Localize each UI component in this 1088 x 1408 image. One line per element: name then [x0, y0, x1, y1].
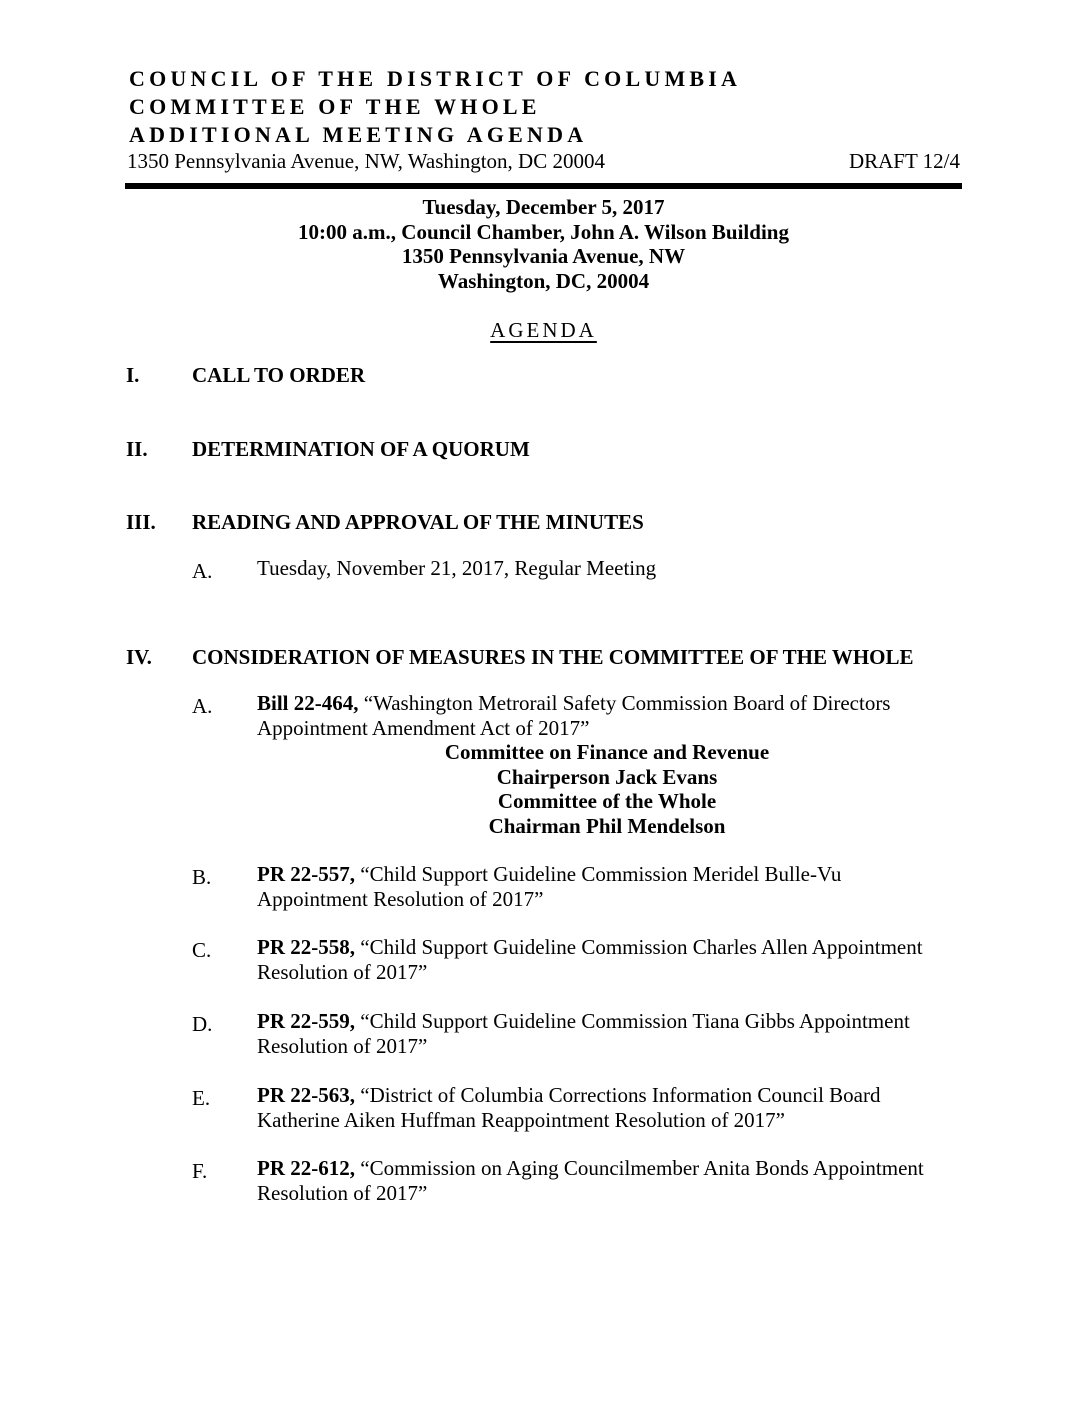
meeting-info	[125, 195, 962, 293]
item-letter: A.	[192, 559, 213, 583]
measure-title-line1: “Child Support Guideline Commission Tiana Gibbs Appointment	[355, 1009, 910, 1033]
measure-title-line1: “Washington Metrorail Safety Commission Board of Directors	[358, 691, 891, 715]
item-letter: E.	[192, 1086, 211, 1110]
measure-id: Bill 22-464,	[257, 691, 359, 715]
section-number: II.	[126, 437, 148, 461]
measure-title-line2: Appointment Amendment Act of 2017”	[257, 715, 590, 740]
item-letter: A.	[192, 694, 213, 718]
measure-item	[257, 1083, 957, 1132]
measure-title-line1: “Commission on Aging Councilmember Anita Bonds Appointment	[355, 1156, 924, 1180]
measure-item	[257, 1156, 957, 1205]
agenda-heading-text: AGENDA	[490, 318, 597, 342]
item-letter: F.	[192, 1159, 208, 1183]
item-letter: C.	[192, 938, 212, 962]
section-title: CALL TO ORDER	[192, 363, 366, 387]
committee-title: COMMITTEE OF THE WHOLE	[129, 94, 541, 119]
section-number: III.	[126, 510, 156, 534]
item-letter: B.	[192, 865, 212, 889]
minutes-item: Tuesday, November 21, 2017, Regular Meeting	[257, 556, 657, 580]
measure-title-line2: Appointment Resolution of 2017”	[257, 886, 544, 911]
agenda-heading	[125, 318, 962, 343]
council-title: COUNCIL OF THE DISTRICT OF COLUMBIA	[129, 66, 742, 91]
measure-id: PR 22-563,	[257, 1083, 355, 1107]
meeting-city: Washington, DC, 20004	[437, 268, 650, 293]
agenda-type-title: ADDITIONAL MEETING AGENDA	[129, 122, 588, 147]
section-number: I.	[126, 363, 140, 387]
measure-item	[257, 862, 957, 911]
measure-id: PR 22-612,	[257, 1156, 355, 1180]
measure-id: PR 22-559,	[257, 1009, 355, 1033]
measure-id: PR 22-558,	[257, 935, 355, 959]
measure-title-line2: Resolution of 2017”	[257, 959, 428, 984]
sponsor-chair: Chairman Phil Mendelson	[488, 813, 726, 838]
section-title: CONSIDERATION OF MEASURES IN THE COMMITTEE OF THE WHOLE	[192, 645, 914, 669]
measure-sponsors	[257, 740, 957, 838]
sponsor-committee: Committee on Finance and Revenue	[444, 740, 770, 764]
measure-item	[257, 691, 957, 740]
section-number: IV.	[126, 645, 152, 669]
measure-title-line2: Katherine Aiken Huffman Reappointment Resolution of 2017”	[257, 1107, 786, 1132]
measure-id: PR 22-557,	[257, 862, 355, 886]
measure-item	[257, 1009, 957, 1058]
header-address: 1350 Pennsylvania Avenue, NW, Washington, DC 20004	[127, 149, 605, 173]
measure-title-line1: “Child Support Guideline Commission Meridel Bulle-Vu	[355, 862, 842, 886]
item-letter: D.	[192, 1012, 213, 1036]
meeting-street: 1350 Pennsylvania Avenue, NW	[401, 244, 686, 268]
sponsor-chair: Chairperson Jack Evans	[496, 764, 718, 789]
meeting-time-place: 10:00 a.m., Council Chamber, John A. Wilson Building	[298, 219, 789, 244]
measure-title-line1: “District of Columbia Corrections Information Council Board	[355, 1083, 881, 1107]
measure-title-line1: “Child Support Guideline Commission Charles Allen Appointment	[355, 935, 923, 959]
header-rule	[125, 183, 962, 189]
draft-label: DRAFT 12/4	[848, 149, 960, 173]
measure-title-line2: Resolution of 2017”	[257, 1180, 428, 1205]
measure-item	[257, 935, 957, 984]
measure-title-line2: Resolution of 2017”	[257, 1033, 428, 1058]
sponsor-committee: Committee of the Whole	[497, 789, 717, 813]
section-title: DETERMINATION OF A QUORUM	[192, 437, 530, 461]
meeting-date: Tuesday, December 5, 2017	[422, 195, 665, 219]
section-title: READING AND APPROVAL OF THE MINUTES	[192, 510, 644, 534]
